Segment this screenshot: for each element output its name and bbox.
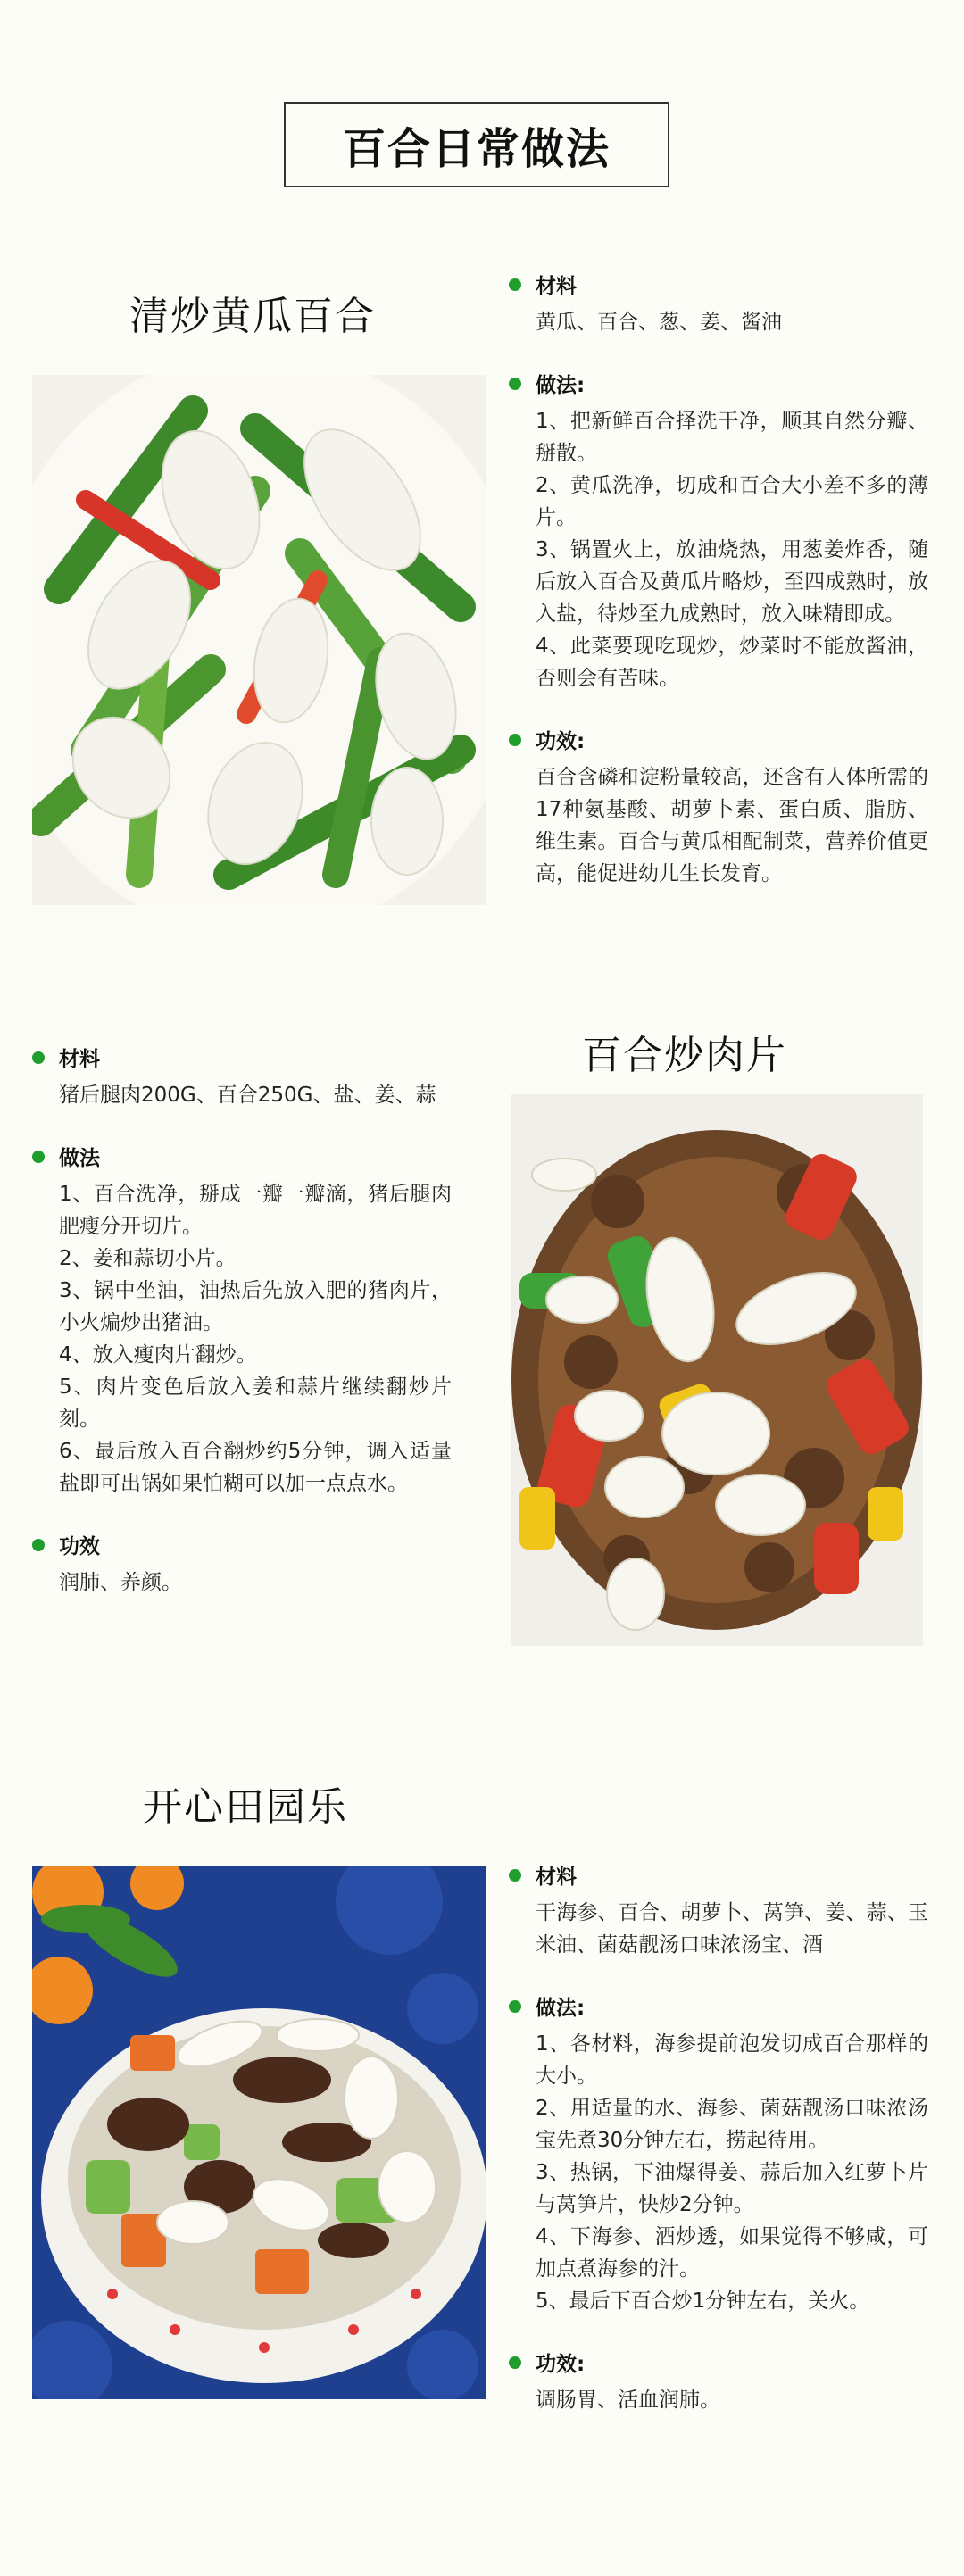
method-section xyxy=(32,1142,452,1500)
step-item: 2、姜和蒜切小片。 xyxy=(59,1247,237,1270)
effect-text: 调肠胃、活血润肺。 xyxy=(536,2389,720,2412)
bullet-dot-icon xyxy=(509,278,521,291)
effect-label: 功效 xyxy=(59,1535,100,1558)
effect-text: 百合含磷和淀粉量较高，还含有人体所需的17种氨基酸、胡萝卜素、蛋白质、脂肪、维生素。百合与黄瓜相配制菜，营养价值更高，能促进幼儿生长发育。 xyxy=(536,766,928,885)
dish-photo-lily-pork xyxy=(511,1094,923,1646)
recipe-text-2 xyxy=(32,1043,452,1629)
step-item: 5、最后下百合炒1分钟左右，关火。 xyxy=(536,2289,870,2313)
dish-title-1: 清炒黄瓜百合 xyxy=(129,294,376,339)
bullet-dot-icon xyxy=(509,734,521,746)
recipe-text-3 xyxy=(509,1860,928,2447)
effect-label: 功效: xyxy=(536,2353,586,2376)
step-item: 1、把新鲜百合择洗干净，顺其自然分瓣、掰散。 xyxy=(536,410,928,465)
materials-section xyxy=(509,1860,928,1961)
step-item: 5、肉片变色后放入姜和蒜片继续翻炒片刻。 xyxy=(59,1375,452,1431)
materials-section xyxy=(509,270,928,338)
method-section xyxy=(509,369,928,694)
bullet-dot-icon xyxy=(509,1869,521,1882)
materials-text: 黄瓜、百合、葱、姜、酱油 xyxy=(536,311,782,334)
bullet-dot-icon xyxy=(509,2356,521,2369)
dish-title-2: 百合炒肉片 xyxy=(582,1033,787,1078)
dish-photo-garden-joy xyxy=(32,1866,486,2399)
effect-section xyxy=(509,725,928,890)
page-title: 百合日常做法 xyxy=(284,102,669,187)
step-item: 1、百合洗净，掰成一瓣一瓣滴，猪后腿肉肥瘦分开切片。 xyxy=(59,1183,452,1238)
method-label: 做法: xyxy=(536,1997,586,2020)
bullet-dot-icon xyxy=(509,378,521,390)
step-item: 4、下海参、酒炒透，如果觉得不够咸，可加点煮海参的汁。 xyxy=(536,2225,928,2281)
effect-section xyxy=(509,2347,928,2416)
effect-section xyxy=(32,1530,452,1599)
bullet-dot-icon xyxy=(32,1051,45,1064)
materials-section xyxy=(32,1043,452,1111)
step-item: 3、热锅，下油爆得姜、蒜后加入红萝卜片与莴笋片，快炒2分钟。 xyxy=(536,2161,928,2216)
step-item: 2、用适量的水、海参、菌菇靓汤口味浓汤宝先煮30分钟左右，捞起待用。 xyxy=(536,2097,928,2152)
dish-title-3: 开心田园乐 xyxy=(143,1784,348,1830)
step-item: 6、最后放入百合翻炒约5分钟，调入适量盐即可出锅如果怕糊可以加一点点水。 xyxy=(59,1440,452,1495)
materials-label: 材料 xyxy=(536,275,577,298)
step-item: 4、此菜要现吃现炒，炒菜时不能放酱油，否则会有苦味。 xyxy=(536,635,928,690)
step-item: 4、放入瘦肉片翻炒。 xyxy=(59,1343,257,1367)
materials-text: 猪后腿肉200G、百合250G、盐、姜、蒜 xyxy=(59,1084,436,1107)
step-item: 1、各材料，海参提前泡发切成百合那样的大小。 xyxy=(536,2032,928,2088)
method-section xyxy=(509,1991,928,2317)
recipe-text-1 xyxy=(509,270,928,920)
materials-text: 干海参、百合、胡萝卜、莴笋、姜、蒜、玉米油、菌菇靓汤口味浓汤宝、酒 xyxy=(536,1901,928,1957)
method-label: 做法 xyxy=(59,1147,100,1170)
method-label: 做法: xyxy=(536,374,586,397)
bullet-dot-icon xyxy=(32,1539,45,1551)
materials-label: 材料 xyxy=(536,1866,577,1889)
step-item: 3、锅置火上，放油烧热，用葱姜炸香，随后放入百合及黄瓜片略炒，至四成熟时，放入盐，待炒至九成熟时，放入味精即成。 xyxy=(536,538,928,626)
step-item: 3、锅中坐油，油热后先放入肥的猪肉片， 小火煸炒出猪油。 xyxy=(59,1279,452,1334)
bullet-dot-icon xyxy=(32,1151,45,1163)
bullet-dot-icon xyxy=(509,2000,521,2013)
dish-photo-cucumber-lily xyxy=(32,375,486,905)
materials-label: 材料 xyxy=(59,1048,100,1071)
step-item: 2、黄瓜洗净，切成和百合大小差不多的薄片。 xyxy=(536,474,928,529)
effect-text: 润肺、养颜。 xyxy=(59,1571,182,1594)
effect-label: 功效: xyxy=(536,730,586,753)
